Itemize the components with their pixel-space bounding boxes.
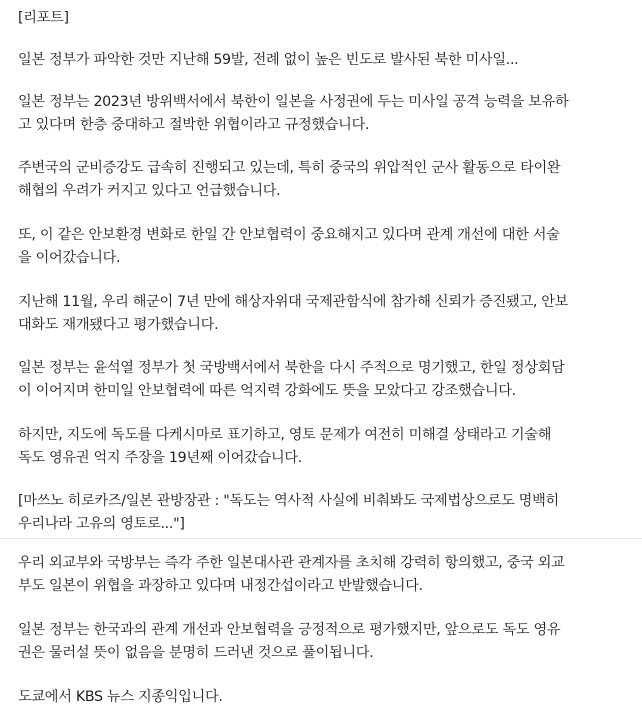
paragraph: 또, 이 같은 안보환경 변화로 한일 간 안보협력이 중요해지고 있다며 관계 개선에 대한 서술 을 이어갔습니다.: [18, 227, 560, 266]
paragraph: 일본 정부는 윤석열 정부가 첫 국방백서에서 북한을 다시 주적으로 명기했고, 한일 정상회담 이 이어지며 한미일 안보협력에 따른 억지력 강화에도 뜻을 모았다고 강조했습니다.: [18, 360, 565, 399]
paragraph: 일본 정부가 파악한 것만 지난해 59발, 전례 없이 높은 빈도로 발사된 북한 미사일...: [18, 52, 519, 68]
paragraph: 우리 외교부와 국방부는 즉각 주한 일본대사관 관계자를 초치해 강력히 항의했고, 중국 외교 부도 일본이 위협을 과장하고 있다며 내정간섭이라고 반발했습니다.: [18, 555, 565, 594]
report-tag: [리포트]: [18, 10, 69, 26]
paragraph: 일본 정부는 2023년 방위백서에서 북한이 일본을 사정권에 두는 미사일 공격 능력을 보유하 고 있다며 한층 중대하고 절박한 위협이라고 규정했습니다.: [18, 94, 569, 133]
reporter-signoff: 도쿄에서 KBS 뉴스 지종익입니다.: [18, 689, 223, 705]
paragraph: 일본 정부는 한국과의 관계 개선과 안보협력을 긍정적으로 평가했지만, 앞으로도 독도 영유 권은 물러설 뜻이 없음을 분명히 드러낸 것으로 풀이됩니다.: [18, 622, 561, 661]
paragraph: 주변국의 군비증강도 급속히 진행되고 있는데, 특히 중국의 위압적인 군사 활동으로 타이완 해협의 우려가 커지고 있다고 언급했습니다.: [18, 160, 561, 199]
quote-paragraph: [마쓰노 히로카즈/일본 관방장관 : "독도는 역사적 사실에 비춰봐도 국제법상으로도 명백히 우리나라 고유의 영토로..."]: [18, 493, 559, 532]
paragraph: 지난해 11월, 우리 해군이 7년 만에 해상자위대 국제관함식에 참가해 신뢰가 증진됐고, 안보 대화도 재개됐다고 평가했습니다.: [18, 294, 569, 333]
paragraph: 하지만, 지도에 독도를 다케시마로 표기하고, 영토 문제가 여전히 미해결 상태라고 기술해 독도 영유권 억지 주장을 19년째 이어갔습니다.: [18, 427, 552, 466]
